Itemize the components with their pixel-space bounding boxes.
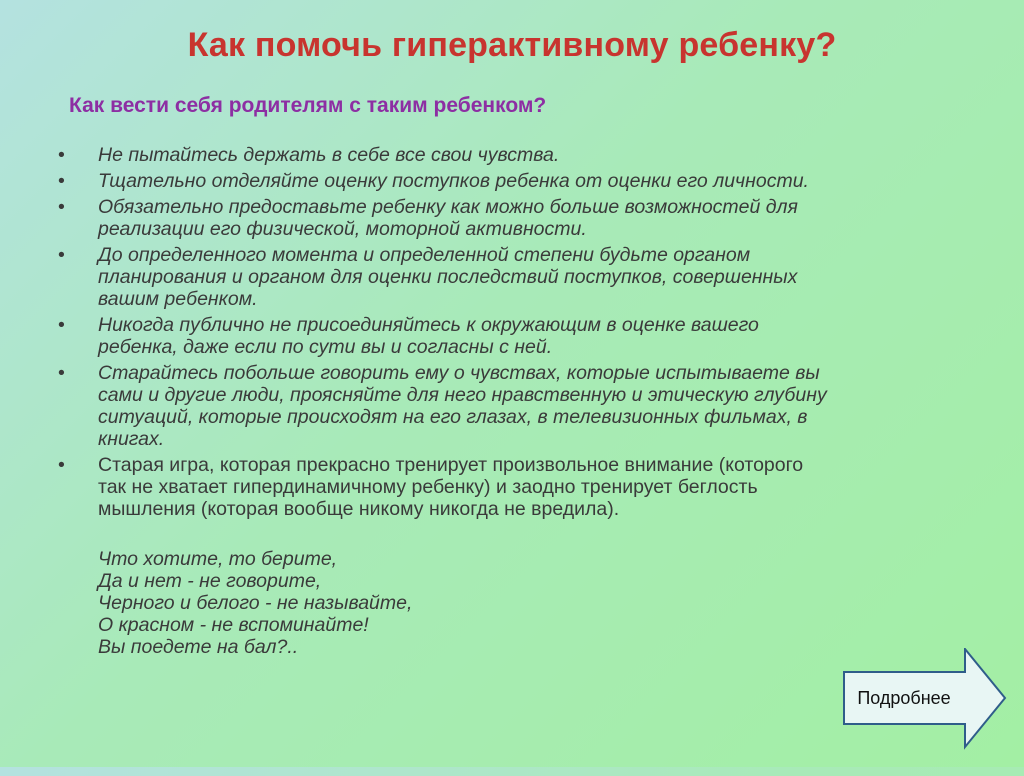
- poem-line: Что хотите, то берите,: [98, 548, 338, 570]
- poem-line: О красном - не вспоминайте!: [98, 614, 369, 636]
- list-item-text: Старая игра, которая прекрасно тренирует произвольное внимание (которого так не хватает гипердинамичному ребенку) и заодно тренирует беглость мышления (которая вообще никому никогда не вредила).: [98, 454, 804, 520]
- list-item-text: Обязательно предоставьте ребенку как можно больше возможностей для реализации его физической, моторной активности.: [98, 196, 798, 240]
- more-button[interactable]: [843, 648, 1007, 776]
- advice-list: [56, 144, 956, 524]
- list-item: [56, 196, 956, 240]
- list-item: [56, 244, 956, 310]
- poem-line: Вы поедете на бал?..: [98, 636, 299, 658]
- bullet-icon: •: [58, 362, 65, 384]
- list-item: [56, 144, 956, 166]
- slide-subtitle: Как вести себя родителям с таким ребенком?: [69, 94, 547, 117]
- poem-line: Да и нет - не говорите,: [98, 570, 322, 592]
- bullet-icon: •: [58, 454, 65, 476]
- list-item-text: Старайтесь побольше говорить ему о чувствах, которые испытываете вы сами и другие люди, проясняйте для него нравственную и этическую глубину ситуаций, которые происходят на его глазах, в телевизионных фильмах, в книгах.: [98, 362, 827, 450]
- list-item-text: Тщательно отделяйте оценку поступков ребенка от оценки его личности.: [98, 170, 809, 192]
- slide-title: Как помочь гиперактивному ребенку?: [187, 26, 837, 64]
- list-item-text: Не пытайтесь держать в себе все свои чувства.: [98, 144, 560, 166]
- list-item: [56, 170, 956, 192]
- list-item-text: Никогда публично не присоединяйтесь к окружающим в оценке вашего ребенка, даже если по сути вы и согласны с ней.: [98, 314, 759, 358]
- bullet-icon: •: [58, 244, 65, 266]
- list-item: [56, 362, 956, 450]
- bullet-icon: •: [58, 196, 65, 218]
- poem-block: [98, 548, 412, 658]
- bullet-icon: •: [58, 144, 65, 166]
- list-item: [56, 314, 956, 358]
- bullet-icon: •: [58, 314, 65, 336]
- bullet-icon: •: [58, 170, 65, 192]
- more-button-label: Подробнее: [857, 688, 951, 708]
- list-item-text: До определенного момента и определенной степени будьте органом планирования и органом для оценки последствий поступков, совершенных вашим ребенком.: [98, 244, 798, 310]
- right-arrow-icon: [843, 648, 1007, 776]
- poem-line: Черного и белого - не называйте,: [98, 592, 413, 614]
- list-item: [56, 454, 956, 520]
